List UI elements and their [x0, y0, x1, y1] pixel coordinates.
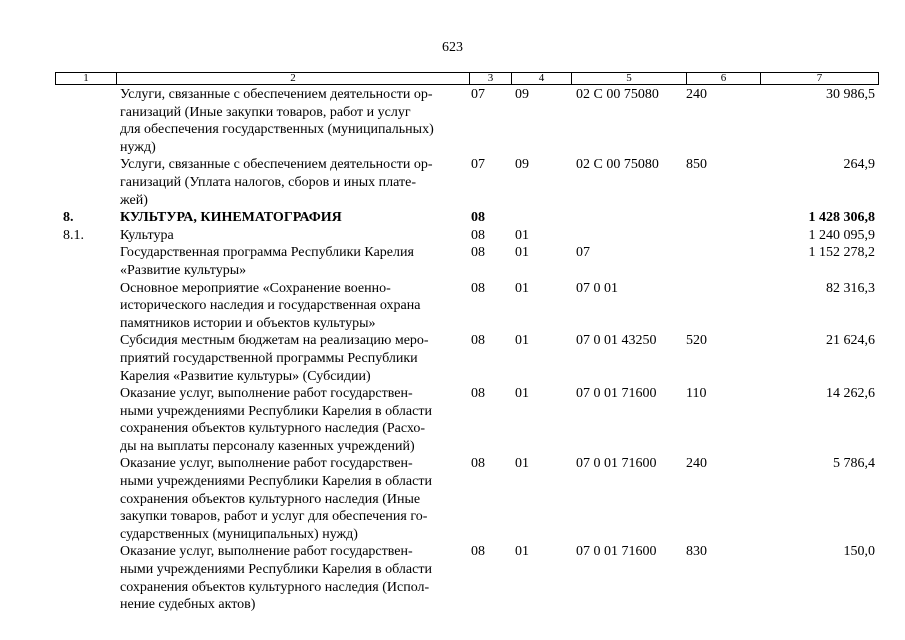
header-col-6: 6 [686, 73, 760, 84]
row-section: 08 [471, 245, 485, 261]
row-subsection: 01 [515, 245, 529, 261]
row-name-line: нужд) [120, 139, 156, 155]
row-subsection: 01 [515, 386, 529, 402]
table-body [55, 86, 879, 614]
row-target-code: 07 0 01 43250 [576, 333, 657, 349]
table-row [55, 86, 879, 156]
row-name-line: приятий государственной программы Республики [120, 350, 418, 366]
row-section: 08 [471, 333, 485, 349]
row-target-code: 07 [576, 245, 590, 261]
row-name-line: сохранения объектов культурного наследия (Иные [120, 491, 421, 507]
row-name-line: ганизаций (Уплата налогов, сборов и иных плате- [120, 174, 416, 190]
row-expense-type: 110 [686, 386, 707, 402]
row-name-line: КУЛЬТУРА, КИНЕМАТОГРАФИЯ [120, 210, 342, 226]
table-row [55, 455, 879, 543]
row-expense-type: 240 [686, 456, 707, 472]
row-number: 8. [63, 210, 74, 226]
row-name-line: Оказание услуг, выполнение работ государствен- [120, 544, 413, 560]
row-target-code: 02 С 00 75080 [576, 157, 659, 173]
row-name-line: жей) [120, 192, 148, 208]
row-amount: 21 624,6 [826, 333, 875, 349]
row-name-line: Государственная программа Республики Карелия [120, 245, 414, 261]
row-subsection: 01 [515, 280, 529, 296]
table-row [55, 280, 879, 333]
row-section: 08 [471, 280, 485, 296]
row-name-line: Оказание услуг, выполнение работ государствен- [120, 456, 413, 472]
row-name-line: Оказание услуг, выполнение работ государствен- [120, 386, 413, 402]
row-section: 08 [471, 544, 485, 560]
row-name-line: ными учреждениями Республики Карелия в области [120, 474, 432, 490]
row-name-line: сохранения объектов культурного наследия (Расхо- [120, 421, 426, 437]
row-amount: 1 240 095,9 [808, 227, 875, 243]
row-name [115, 244, 468, 279]
header-col-3: 3 [469, 73, 511, 84]
row-subsection: 01 [515, 333, 529, 349]
row-name-line: ными учреждениями Республики Карелия в области [120, 562, 432, 578]
row-name-line: «Развитие культуры» [120, 262, 247, 278]
table-header-row [55, 72, 879, 85]
row-subsection: 01 [515, 456, 529, 472]
row-name-line: Карелия «Развитие культуры» (Субсидии) [120, 368, 371, 384]
table-row [55, 385, 879, 455]
row-section: 07 [471, 87, 485, 102]
row-name-line: нение судебных актов) [120, 597, 256, 613]
row-name [115, 209, 468, 227]
row-expense-type: 850 [686, 157, 707, 173]
row-amount: 5 786,4 [833, 456, 875, 472]
row-amount: 1 428 306,8 [808, 210, 875, 226]
row-section: 08 [471, 456, 485, 472]
row-name-line: ными учреждениями Республики Карелия в области [120, 403, 432, 419]
row-name [115, 543, 468, 613]
table-row [55, 543, 879, 613]
header-col-2: 2 [116, 73, 469, 84]
row-target-code: 07 0 01 [576, 280, 618, 296]
table-row [55, 332, 879, 385]
row-subsection: 09 [515, 87, 529, 102]
row-expense-type: 830 [686, 544, 707, 560]
row-name-line: ганизаций (Иные закупки товаров, работ и услуг [120, 104, 411, 120]
table-row [55, 227, 879, 245]
row-amount: 30 986,5 [826, 87, 875, 102]
row-name-line: сохранения объектов культурного наследия (Испол- [120, 579, 430, 595]
row-name [115, 385, 468, 455]
row-name [115, 227, 468, 245]
row-target-code: 07 0 01 71600 [576, 456, 657, 472]
row-name-line: памятников истории и объектов культуры» [120, 315, 376, 331]
row-name-line: закупки товаров, работ и услуг для обеспечения го- [120, 509, 428, 525]
row-section: 08 [471, 210, 485, 226]
row-number: 8.1. [63, 227, 84, 243]
row-name [115, 332, 468, 385]
row-name [115, 455, 468, 543]
row-target-code: 07 0 01 71600 [576, 386, 657, 402]
row-name-line: Услуги, связанные с обеспечением деятельности ор- [120, 87, 433, 102]
row-subsection: 01 [515, 544, 529, 560]
table-row [55, 156, 879, 209]
row-subsection: 09 [515, 157, 529, 173]
row-target-code: 07 0 01 71600 [576, 544, 657, 560]
table-row [55, 244, 879, 279]
row-name-line: Услуги, связанные с обеспечением деятельности ор- [120, 157, 433, 173]
row-expense-type: 520 [686, 333, 707, 349]
row-amount: 1 152 278,2 [808, 245, 875, 261]
row-name-line: Субсидия местным бюджетам на реализацию меро- [120, 333, 429, 349]
row-amount: 264,9 [843, 157, 875, 173]
table-row [55, 209, 879, 227]
row-name [115, 280, 468, 333]
row-amount: 82 316,3 [826, 280, 875, 296]
row-section: 07 [471, 157, 485, 173]
row-target-code: 02 С 00 75080 [576, 87, 659, 102]
row-name-line: для обеспечения государственных (муниципальных) [120, 122, 434, 138]
header-col-1: 1 [83, 72, 89, 84]
row-section: 08 [471, 386, 485, 402]
row-expense-type: 240 [686, 87, 707, 102]
row-subsection: 01 [515, 227, 529, 243]
header-col-4: 4 [511, 73, 571, 84]
row-name-line: ды на выплаты персоналу казенных учреждений) [120, 438, 415, 454]
row-name-line: Основное мероприятие «Сохранение военно- [120, 280, 391, 296]
row-section: 08 [471, 227, 485, 243]
page-number: 623 [442, 40, 463, 55]
row-amount: 14 262,6 [826, 386, 875, 402]
header-col-7: 7 [760, 73, 878, 84]
row-name-line: сударственных (муниципальных) нужд) [120, 526, 358, 542]
header-col-5: 5 [571, 73, 686, 84]
row-name [115, 86, 468, 156]
row-amount: 150,0 [843, 544, 875, 560]
row-name-line: Культура [120, 227, 174, 243]
row-name [115, 156, 468, 209]
row-name-line: исторического наследия и государственная охрана [120, 298, 421, 314]
